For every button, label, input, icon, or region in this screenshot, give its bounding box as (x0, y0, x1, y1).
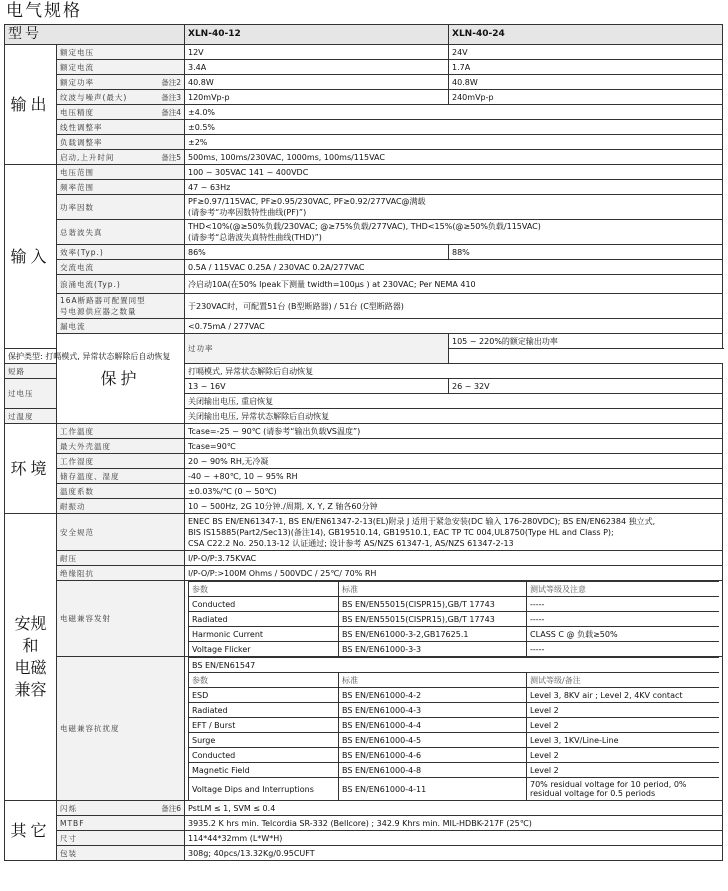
section-output: 输出 (5, 45, 57, 165)
section-environment: 环境 (5, 424, 57, 514)
table-cell: Level 3, 8KV air ; Level 2, 4KV contact (527, 688, 720, 703)
input-row (5, 180, 723, 195)
table-row (189, 778, 720, 801)
row-value: 47 ~ 63Hz (185, 180, 723, 195)
row-note: 备注5 (161, 152, 181, 162)
row-label: 包装 (57, 846, 185, 861)
row-note: 备注3 (161, 92, 181, 102)
emi-table (188, 581, 719, 656)
table-cell: Harmonic Current (189, 627, 339, 642)
row-value: 10 ~ 500Hz, 2G 10分钟./周期, X, Y, Z 轴各60分钟 (185, 499, 723, 514)
others-row (5, 801, 723, 816)
emi-row (5, 581, 723, 657)
environment-row (5, 424, 723, 439)
section-safety-emc: 安规 和 电磁 兼容 (5, 514, 57, 801)
row-value: 冷启动10A(在50% Ipeak下测量 twidth=100μs ) at 230VAC; Per NEMA 410 (185, 275, 723, 294)
model-1: XLN-40-12 (185, 25, 449, 45)
value-model-2: 24V (449, 45, 723, 60)
others-row (5, 846, 723, 861)
row-label: 工作温度 (57, 424, 185, 439)
row-value: Tcase=90℃ (185, 439, 723, 454)
row-label: 效率(Typ.) (57, 245, 185, 260)
row-value: 308g; 40pcs/13.32Kg/0.95CUFT (185, 846, 723, 861)
model-label: 型号 (5, 25, 185, 45)
row-label: 额定电压 (57, 45, 185, 60)
row-label: 短路 (5, 364, 57, 379)
table-cell: BS EN/EN61000-4-3 (339, 703, 527, 718)
row-label: 最大外壳温度 (57, 439, 185, 454)
environment-row (5, 499, 723, 514)
section-others: 其它 (5, 801, 57, 861)
table-cell: BS EN/EN55015(CISPR15),GB/T 17743 (339, 612, 527, 627)
input-row (5, 260, 723, 275)
table-cell: EFT / Burst (189, 718, 339, 733)
environment-row (5, 439, 723, 454)
output-row (5, 120, 723, 135)
electrical-spec-table (4, 24, 723, 861)
table-cell: 70% residual voltage for 10 period, 0% residual voltage for 0.5 periods (527, 778, 720, 801)
table-cell: Level 2 (527, 718, 720, 733)
table-cell: BS EN/EN61000-4-4 (339, 718, 527, 733)
row-note: 备注6 (161, 803, 181, 813)
row-note: 备注4 (161, 107, 181, 117)
value-model-2: 88% (449, 245, 723, 260)
column-header: 标准 (339, 673, 527, 688)
table-row (189, 748, 720, 763)
row-label: 绝缘阻抗 (57, 566, 185, 581)
model-header-row (5, 25, 723, 45)
value-model-1: 3.4A (185, 60, 449, 75)
table-cell: Radiated (189, 612, 339, 627)
table-cell: Level 3, 1KV/Line-Line (527, 733, 720, 748)
row-label: 尺寸 (57, 831, 185, 846)
column-header: 测试等级及注意 (527, 582, 720, 597)
row-note: 备注2 (161, 77, 181, 87)
output-row (5, 105, 723, 120)
row-label: 漏电流 (57, 319, 185, 334)
row-value: 打嗝模式, 异常状态解除后自动恢复 (185, 364, 723, 379)
column-header: 参数 (189, 673, 339, 688)
row-value: THD<10%(@≥50%负载/230VAC; @≥75%负载/277VAC), THD<15%(@≥50%负载/115VAC) (请参考“总谐波失真特性曲线(THD)”) (185, 220, 723, 245)
row-value: 关闭输出电压, 重启恢复 (185, 394, 723, 409)
table-cell: ESD (189, 688, 339, 703)
table-header-row (189, 582, 720, 597)
output-row (5, 45, 723, 60)
row-label: 浪涌电流(Typ.) (57, 275, 185, 294)
row-value: 500ms, 100ms/230VAC, 1000ms, 100ms/115VAC (185, 150, 723, 165)
table-cell: Voltage Dips and Interruptions (189, 778, 339, 801)
table-cell: BS EN/EN61000-3-2,GB17625.1 (339, 627, 527, 642)
value-model-2: 240mVp-p (449, 90, 723, 105)
value-model-1: 12V (185, 45, 449, 60)
table-cell: Radiated (189, 703, 339, 718)
value-model-2: 26 ~ 32V (449, 379, 723, 394)
output-row (5, 90, 723, 105)
table-row (189, 612, 720, 627)
row-label: 交流电流 (57, 260, 185, 275)
row-label: 频率范围 (57, 180, 185, 195)
table-cell: Surge (189, 733, 339, 748)
protection-row (5, 334, 723, 349)
input-row (5, 220, 723, 245)
value-model-2: 40.8W (449, 75, 723, 90)
column-header: 测试等级/备注 (527, 673, 720, 688)
table-cell: BS EN/EN61000-4-8 (339, 763, 527, 778)
input-row (5, 294, 723, 319)
table-row (189, 642, 720, 657)
row-value: 0.5A / 115VAC 0.25A / 230VAC 0.2A/277VAC (185, 260, 723, 275)
row-value: PF≥0.97/115VAC, PF≥0.95/230VAC, PF≥0.92/277VAC@满载 (请参考“功率因数特性曲线(PF)”) (185, 195, 723, 220)
others-row (5, 816, 723, 831)
safety-row (5, 566, 723, 581)
table-row (189, 763, 720, 778)
row-value: 114*44*32mm (L*W*H) (185, 831, 723, 846)
input-row (5, 165, 723, 180)
table-cell: Voltage Flicker (189, 642, 339, 657)
ems-table (188, 657, 719, 800)
row-label: 工作湿度 (57, 454, 185, 469)
row-value: ±2% (185, 135, 723, 150)
row-label: 闪烁 备注6 (57, 801, 185, 816)
row-label: 储存温度、湿度 (57, 469, 185, 484)
table-row (189, 627, 720, 642)
row-value: ±0.5% (185, 120, 723, 135)
row-value: ENEC BS EN/EN61347-1, BS EN/EN61347-2-13(EL)附录 J 适用于紧急安装(DC 输入 176-280VDC); BS EN/EN62384 独立式, BIS IS15885(Part2/Sec13)(备注14), GB19510.14, GB19510.1, EAC TP TC 004,UL8750(Type HL and Class P); CSA C22.2 No. 250.13-12 认证通过; 设计参考 AS/NZS 61347-1, AS/NZS 61347-2-13 (185, 514, 723, 551)
row-value: 保护类型: 打嗝模式, 异常状态解除后自动恢复 (5, 349, 185, 364)
row-label: 电压范围 (57, 165, 185, 180)
row-label: 功率因数 (57, 195, 185, 220)
input-row (5, 319, 723, 334)
row-value: 105 ~ 220%的额定输出功率 (449, 334, 723, 349)
table-row (189, 658, 720, 673)
row-label: 安全规范 (57, 514, 185, 551)
row-label: 启动,上升时间 备注5 (57, 150, 185, 165)
row-label: 耐振动 (57, 499, 185, 514)
input-row (5, 195, 723, 220)
row-label: 电磁兼容发射 (57, 581, 185, 657)
section-protection: 保护 (57, 334, 185, 424)
row-value: <0.75mA / 277VAC (185, 319, 723, 334)
column-header: 标准 (339, 582, 527, 597)
row-value: 于230VAC时，可配置51台 (B型断路器) / 51台 (C型断路器) (185, 294, 723, 319)
row-label: 额定电流 (57, 60, 185, 75)
environment-row (5, 469, 723, 484)
ems-row (5, 657, 723, 801)
page-title: 电气规格 (6, 1, 82, 21)
table-header-row (189, 673, 720, 688)
row-label: 额定功率 备注2 (57, 75, 185, 90)
row-label: 总谐波失真 (57, 220, 185, 245)
ems-table-cell (185, 657, 723, 801)
value-model-1: 120mVp-p (185, 90, 449, 105)
value-model-1: 13 ~ 16V (185, 379, 449, 394)
value-model-2: 1.7A (449, 60, 723, 75)
table-cell: Magnetic Field (189, 763, 339, 778)
row-value: Tcase=-25 ~ 90℃ (请参考“输出负载VS温度”) (185, 424, 723, 439)
table-cell: ----- (527, 642, 720, 657)
row-value: I/P-O/P:>100M Ohms / 500VDC / 25℃/ 70% RH (185, 566, 723, 581)
table-cell: BS EN/EN61000-4-5 (339, 733, 527, 748)
table-cell: Conducted (189, 597, 339, 612)
model-2: XLN-40-24 (449, 25, 723, 45)
value-model-1: 86% (185, 245, 449, 260)
table-row (189, 733, 720, 748)
row-label: 耐压 (57, 551, 185, 566)
table-cell: ----- (527, 612, 720, 627)
row-value: 20 ~ 90% RH,无冷凝 (185, 454, 723, 469)
output-row (5, 75, 723, 90)
row-label: 线性调整率 (57, 120, 185, 135)
safety-row (5, 551, 723, 566)
row-label: 电磁兼容抗扰度 (57, 657, 185, 801)
section-input: 输入 (5, 165, 57, 349)
table-cell: BS EN/EN61000-4-6 (339, 748, 527, 763)
safety-row (5, 514, 723, 551)
table-row (189, 688, 720, 703)
row-label: 纹波与噪声(最大) 备注3 (57, 90, 185, 105)
row-value: I/P-O/P:3.75KVAC (185, 551, 723, 566)
emi-table-cell (185, 581, 723, 657)
input-row (5, 245, 723, 260)
row-label: MTBF (57, 816, 185, 831)
table-cell: Conducted (189, 748, 339, 763)
environment-row (5, 484, 723, 499)
row-label: 过电压 (5, 379, 57, 409)
row-value: PstLM ≤ 1, SVM ≤ 0.4 (185, 801, 723, 816)
row-label: 过温度 (5, 409, 57, 424)
row-label: 电压精度 备注4 (57, 105, 185, 120)
output-row (5, 150, 723, 165)
table-cell: Level 2 (527, 703, 720, 718)
row-label: 过功率 (185, 334, 449, 364)
row-label: 负载调整率 (57, 135, 185, 150)
value-model-1: 40.8W (185, 75, 449, 90)
output-row (5, 60, 723, 75)
environment-row (5, 454, 723, 469)
column-header: 参数 (189, 582, 339, 597)
table-row (189, 597, 720, 612)
table-cell: BS EN/EN61000-3-3 (339, 642, 527, 657)
row-label: 温度系数 (57, 484, 185, 499)
others-row (5, 831, 723, 846)
row-label: 16A断路器可配置同型 号电源供应器之数量 (57, 294, 185, 319)
input-row (5, 275, 723, 294)
row-value: -40 ~ +80℃, 10 ~ 95% RH (185, 469, 723, 484)
row-value: 3935.2 K hrs min. Telcordia SR-332 (Bellcore) ; 342.9 Khrs min. MIL-HDBK-217F (25℃) (185, 816, 723, 831)
table-cell: Level 2 (527, 748, 720, 763)
table-cell: BS EN/EN61000-4-2 (339, 688, 527, 703)
table-cell: BS EN/EN55015(CISPR15),GB/T 17743 (339, 597, 527, 612)
row-value: 关闭输出电压, 异常状态解除后自动恢复 (185, 409, 723, 424)
table-cell: BS EN/EN61000-4-11 (339, 778, 527, 801)
row-value: ±0.03%/℃ (0 ~ 50℃) (185, 484, 723, 499)
table-row (189, 703, 720, 718)
table-row (189, 718, 720, 733)
row-value: 100 ~ 305VAC 141 ~ 400VDC (185, 165, 723, 180)
table-cell: CLASS C @ 负载≥50% (527, 627, 720, 642)
table-cell: Level 2 (527, 763, 720, 778)
ems-standard: BS EN/EN61547 (189, 658, 720, 673)
output-row (5, 135, 723, 150)
row-value: ±4.0% (185, 105, 723, 120)
table-cell: ----- (527, 597, 720, 612)
